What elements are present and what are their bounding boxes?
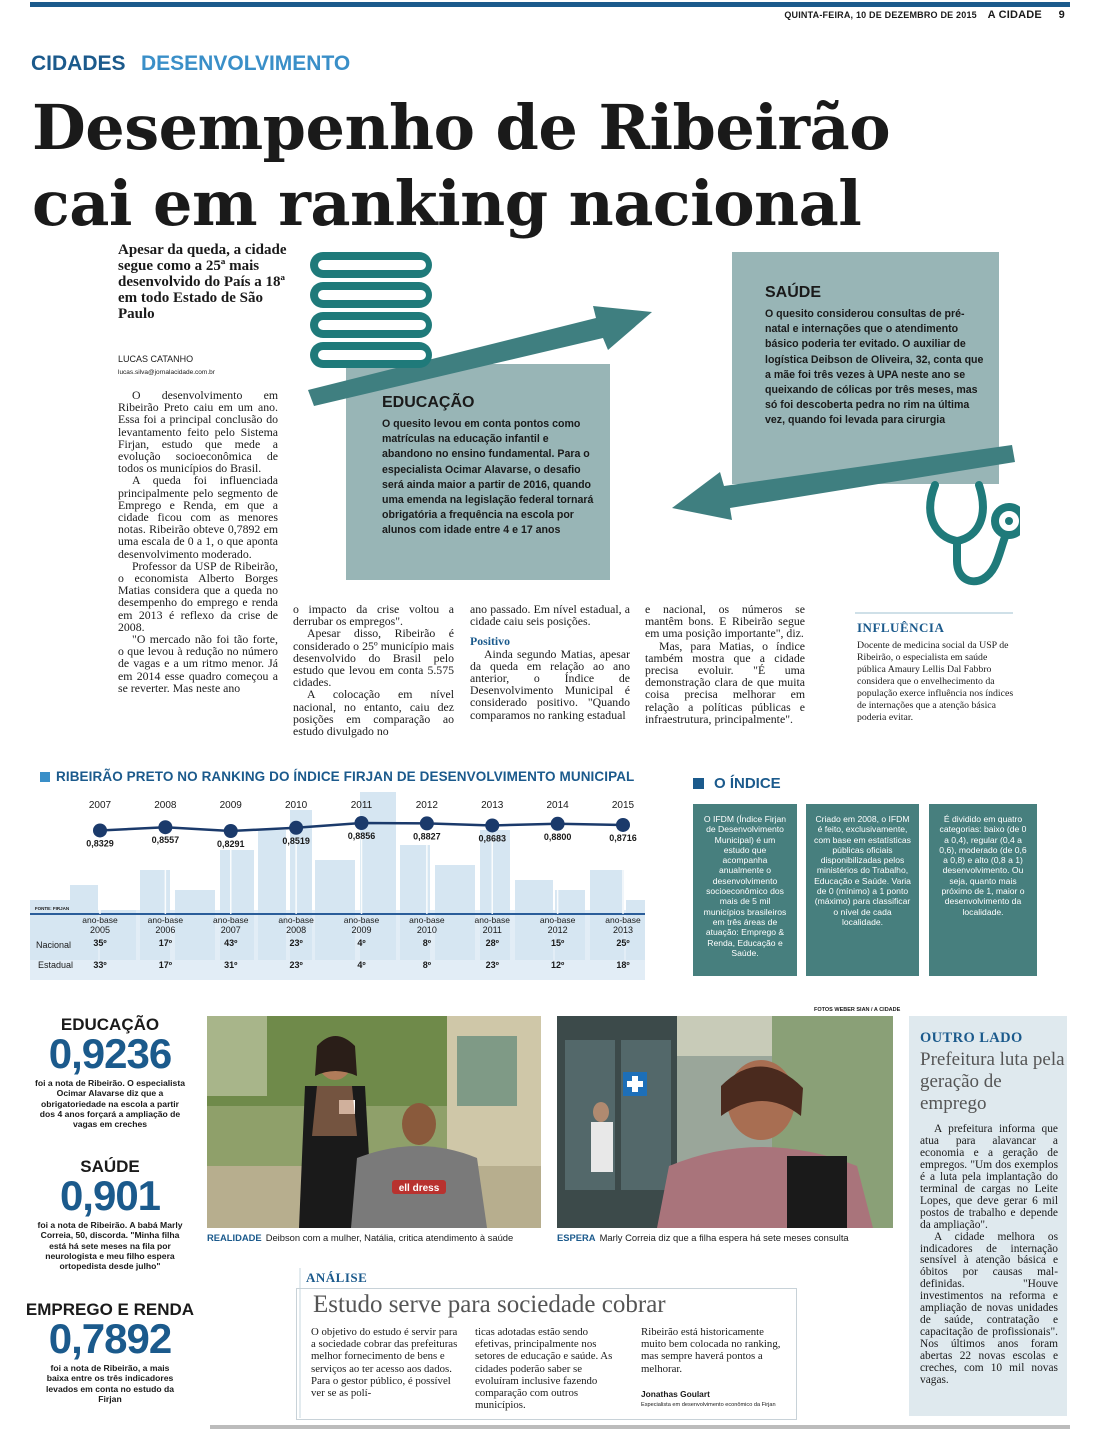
row-label-nacional: Nacional [36,940,72,950]
value-label: 0,8683 [478,833,507,844]
caption-key: ESPERA [557,1232,596,1243]
paragraph: "O mercado não foi tão forte, o que levou à redução no número de vagas e a um ritmo menor. Já em 2014 esse quadro começou a se reverter. Mas neste ano [118,632,278,695]
base-year-label: 2007 [220,925,241,935]
stat-emprego-label: EMPREGO E RENDA [25,1300,195,1319]
data-point [551,817,565,831]
analise-author-role: Especialista em desenvolvimento econômico da Firjan [641,1402,776,1408]
photo-espera-image [557,1016,893,1228]
rank-estadual: 31º [224,960,238,970]
chart-title: RIBEIRÃO PRETO NO RANKING DO ÍNDICE FIRJAN DE DESENVOLVIMENTO MUNICIPAL [56,769,635,784]
influencia-text: Docente de medicina social da USP de Ribeirão, o especialista em saúde pública Amaury Lellis Dal Fabbro considera que o envelhecimento da população exerce influência nos índices de internações que a atenção básica poderia evitar. [857,640,1014,723]
ifdm-ranking-chart [30,790,645,980]
educacao-text: O quesito levou em conta pontos como matrículas na educação infantil e abandono no ensino fundamental. Para o especialista Ocimar Alavarse, o desafio será ainda maior a partir de 2016, quando uma emenda na legislação federal tornará obrigatória a frequência na escola por alunos com idade entre 4 e 17 anos [382,418,594,537]
stat-saude-label: SAÚDE [80,1157,140,1176]
paragraph: A queda foi influenciada principalmente pelo segmento de Emprego e Renda, em que a cidade ficou com as menores notas. Ribeirão obteve 0,7892 em uma escala de 0 a 1, o que aponta desenvolvimento moderado. [118,473,278,561]
byline-email[interactable]: lucas.silva@jornalacidade.com.br [118,369,215,376]
saude-title: SAÚDE [765,284,822,301]
arrow-left-icon [672,445,1015,520]
base-year-label: 2010 [416,925,437,935]
rank-estadual: 33º [93,960,107,970]
year-label: 2013 [481,800,504,811]
year-label: 2009 [219,800,242,811]
influencia-title: INFLUÊNCIA [857,620,945,635]
saude-text: O quesito considerou consultas de pré-natal e internações que o atendimento básico poderia ter evitado. O auxiliar de logística Deibson de Oliveira, 32, conta que a mãe foi três vezes à UPA neste ano se queixando de cólicas por três meses, mas só foi descoberta pedra no rim na última vez, quando foi levada para cirurgia [765,308,984,427]
analise-column-2: ticas adotadas estão sendo efetivas, principalmente nos setores de educação e saúde. As cidades poderão saber se evoluíram inclusive fazendo comparação com outros municípios. [475,1326,613,1412]
deck: Apesar da queda, a cidade segue como a 25ª mais desenvolvido do País a 18ª em todo Estado de São Paulo [118,242,287,322]
data-point [289,821,303,835]
outro-lado-label: OUTRO LADO [920,1030,1023,1046]
rank-nacional: 28º [485,938,499,948]
data-point [93,823,107,837]
shirt-text: ell dress [398,1183,440,1194]
headline [32,90,1032,242]
stat-saude-value: 0,901 [59,1172,161,1219]
rank-nacional: 35º [93,938,107,948]
books-icon [310,252,432,368]
infographic-arrows [300,240,1020,590]
data-point [616,818,630,832]
paragraph: ano passado. Em nível estadual, a cidade caiu seis posições. [470,602,630,629]
influencia-rule [855,612,1013,614]
analise-author: Jonathas Goulart [641,1389,710,1399]
subhead-positivo: Positivo [470,634,510,649]
caption-key: REALIDADE [207,1232,262,1243]
chart-svg [30,790,645,980]
rank-estadual: 23º [289,960,303,970]
rank-estadual: 23º [485,960,499,970]
paragraph: o impacto da crise voltou a derrubar os empregos". [293,602,454,629]
value-label: 0,8800 [543,831,572,842]
indice-title: O ÍNDICE [714,775,781,792]
section-label: CIDADES [31,52,126,75]
rank-nacional: 4º [357,938,366,948]
base-year-label: 2012 [547,925,568,935]
data-point [158,820,172,834]
analise-title: Estudo serve para sociedade cobrar [313,1291,666,1318]
row-label-estadual: Estadual [38,960,74,970]
indice-box-1: O IFDM (Índice Firjan de Desenvolvimento Municipal) é um estudo que acompanha anualmente o desenvolvimento socioeconômico dos mais de 5 mil municípios brasileiros em três áreas de atuação: Emprego & Renda, Educação e Saúde. [693,804,797,976]
paragraph: A cidade melhora os indicadores de internação sensível à atenção básica e óbitos por causas mal-definidas. "Houve investimentos na reforma e ampliação de novas unidades de saúde, contratação e capacitação de profissionais". Nos últimos anos foram abertas 22 novas escolas e creches, com 10 mil novas vagas. [920,1230,1058,1387]
photo-credit: FOTOS WEBER SIAN / A CIDADE [814,1007,901,1013]
article-column-2 [293,603,454,737]
year-label: 2007 [88,800,112,811]
data-point [485,818,499,832]
rank-estadual: 18º [616,960,630,970]
base-year-prefix: ano-base [539,915,576,925]
educacao-title: EDUCAÇÃO [382,394,475,411]
base-year-prefix: ano-base [409,915,445,925]
byline-author: LUCAS CATANHO [118,354,194,364]
base-year-prefix: ano-base [343,915,380,925]
base-year-label: 2013 [612,925,634,935]
value-label: 0,8291 [216,839,245,849]
rank-nacional: 23º [289,938,303,948]
value-label: 0,8329 [86,838,114,849]
rank-nacional: 43º [224,938,238,948]
value-label: 0,8827 [413,831,441,842]
rank-nacional: 25º [616,938,630,948]
analise-label: ANÁLISE [306,1270,368,1285]
rank-nacional: 17º [158,938,173,948]
rank-nacional: 15º [550,938,565,948]
paragraph: Professor da USP de Ribeirão, o economista Alberto Borges Matias considera que a queda no desempenho do emprego e renda em 2013 é reflexo da crise de 2008. [118,558,278,634]
rank-estadual: 4º [357,960,366,970]
stat-educacao-value: 0,9236 [48,1030,172,1077]
indice-box-2: Criado em 2008, o IFDM é feito, exclusivamente, com base em estatísticas públicas oficiais disponibilizadas pelos ministérios do Trabalho, Educação e Saúde. Varia de 0 (mínimo) a 1 ponto (máximo) para classificar o nível de cada localidade. [806,804,919,976]
caption-realidade [207,1232,513,1243]
year-label: 2012 [415,800,438,811]
chart-source: FONTE: FIRJAN [34,906,70,911]
value-label: 0,8519 [282,835,310,846]
photo-realidade-image [207,1016,541,1228]
paragraph: A colocação em nível nacional, no entanto, caiu dez posições em comparação ao estudo divulgado no [293,687,454,739]
top-rule [30,2,1070,7]
outro-lado-title: Prefeitura luta pela geração de emprego [920,1049,1065,1114]
bottom-rule [210,1425,1070,1429]
year-label: 2008 [154,800,177,811]
base-year-prefix: ano-base [278,915,314,925]
base-year-prefix: ano-base [605,915,641,925]
running-head [784,9,1065,21]
data-point [355,816,369,830]
value-label: 0,8856 [347,831,376,841]
stat-emprego-value: 0,7892 [48,1315,172,1362]
base-year-label: 2009 [351,925,372,935]
year-label: 2015 [611,800,635,811]
paragraph: Ainda segundo Matias, apesar da queda em relação ao ano anterior, o Índice de Desenvolvimento Municipal é considerado positivo. "Quando comparamos no ranking estadual [470,646,630,722]
rank-estadual: 8º [422,960,432,970]
year-label: 2010 [285,800,308,811]
stethoscope-icon [930,485,1020,581]
outro-lado-text [920,1124,1058,1387]
data-point [224,824,238,838]
newspaper-name: A CIDADE [987,9,1042,21]
paragraph: e nacional, os números se mantêm bons. E Ribeirão segue em uma posição importante", diz. [645,602,805,641]
article-column-4 [645,603,805,725]
base-year-label: 2008 [286,925,307,935]
paragraph: Apesar disso, Ribeirão é considerado o 25º município mais desenvolvido do Brasil pelo estudo que levou em conta 5.575 cidades. [293,626,454,690]
paragraph: Mas, para Matias, o índice também mostra que a cidade precisa evoluir. "É uma demonstração clara de que muita coisa precisa melhorar em relação a políticas públicas e infraestrutura, principalmente". [645,638,805,726]
rank-estadual: 17º [158,960,173,970]
year-label: 2011 [350,800,373,811]
stat-educacao-text: foi a nota de Ribeirão. O especialista Ocimar Alavarse diz que a obrigatoriedade na escola a partir dos 4 anos forçará a ampliação de vagas em creches [35,1078,185,1130]
base-year-label: 2005 [89,925,111,935]
value-label: 0,8557 [151,835,180,846]
caption-espera [557,1232,849,1243]
caption-text: Deibson com a mulher, Natália, critica atendimento à saúde [265,1232,514,1243]
rank-estadual: 12º [550,960,565,970]
headline-line-2: cai em ranking nacional [32,167,862,240]
paragraph: O desenvolvimento em Ribeirão Preto caiu em um ano. Essa foi a principal conclusão do levantamento feito pelo Sistema Firjan, estudo que mede a evolução socioeconômica de todos os municípios do Brasil. [118,388,278,476]
data-point [420,816,434,830]
subsection-label: DESENVOLVIMENTO [141,52,351,75]
indice-marker-icon [693,778,704,789]
base-year-label: 2006 [155,925,176,935]
value-label: 0,8716 [609,832,637,843]
base-year-prefix: ano-base [82,915,118,925]
base-year-prefix: ano-base [213,915,249,925]
caption-text: Marly Correia diz que a filha espera há sete meses consulta [599,1232,849,1243]
headline-line-1: Desempenho de Ribeirão [32,91,891,164]
indice-box-3: É dividido em quatro categorias: baixo (de 0 a 0,4), regular (0,4 a 0,6), moderado (de 0,6 a 0,8) e alto (0,8 a 1) desenvolvimento. Ou seja, quanto mais próximo de 1, maior o desenvolvimento da localidade. [929,804,1037,976]
analise-column-3: Ribeirão está historicamente muito bem colocada no ranking, mas sempre haverá pontos a melhorar. [641,1326,781,1375]
page-number: 9 [1058,9,1065,21]
photo-realidade [207,1016,541,1228]
rank-nacional: 8º [422,938,432,948]
issue-date: QUINTA-FEIRA, 10 DE DEZEMBRO DE 2015 [784,10,977,20]
stat-educacao-label: EDUCAÇÃO [60,1015,160,1034]
analise-column-1: O objetivo do estudo é servir para a sociedade cobrar das prefeituras melhor fornecimento de bens e serviços ao ter acesso aos dados. Para o gestor público, é possível ver se as polí- [311,1326,458,1400]
base-year-label: 2011 [482,925,502,935]
chart-marker-icon [40,772,50,782]
paragraph: A prefeitura informa que atua para alavancar a economia e a geração de empregos. "Um dos exemplos é a luta pela implantação do terminal de cargas no Leite Lopes, que deve gerar 6 mil postos de trabalho e depende da ampliação". [920,1123,1058,1231]
base-year-prefix: ano-base [147,915,184,925]
base-year-prefix: ano-base [474,915,510,925]
stat-saude-text: foi a nota de Ribeirão. A babá Marly Correia, 50, discorda. "Minha filha está há sete meses na fila por neurologista e meu filho espera ortopedista desde julho" [37,1220,183,1272]
article-column-1 [118,389,278,694]
article-column-3 [470,603,630,721]
photo-espera [557,1016,893,1228]
stat-emprego-text: foi a nota de Ribeirão, a mais baixa entre os três indicadores levados em conta no estudo da Firjan [46,1363,174,1404]
year-label: 2014 [546,800,569,811]
